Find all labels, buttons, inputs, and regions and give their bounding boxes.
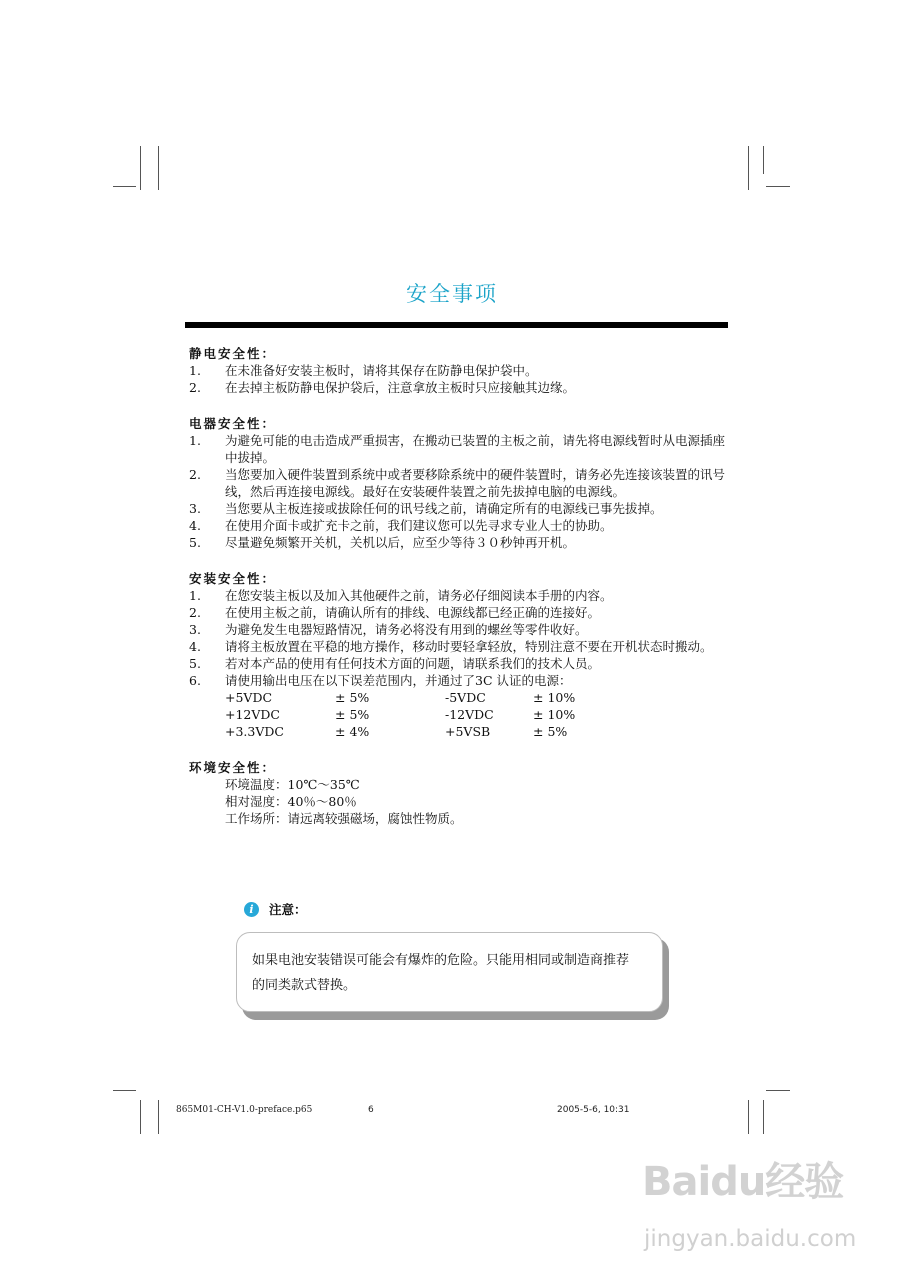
list-item — [189, 621, 734, 638]
info-icon: i — [244, 902, 259, 917]
item-number: 2. — [189, 380, 201, 395]
item-text: 当您要加入硬件装置到系统中或者要移除系统中的硬件装置时，请务必先连接该装置的讯号线，然后再连接电源线。最好在安装硬件装置之前先拔掉电脑的电源线。 — [225, 467, 726, 499]
section-environment — [189, 759, 734, 827]
item-number: 2. — [189, 605, 201, 620]
crop-mark — [140, 146, 141, 190]
env-line: 工作场所：请远离较强磁场，腐蚀性物质。 — [225, 811, 463, 826]
item-text: 请使用输出电压在以下误差范围内，并通过了3C 认证的电源： — [225, 673, 572, 688]
item-text: 请将主板放置在平稳的地方操作，移动时要轻拿轻放，特别注意不要在开机状态时搬动。 — [225, 639, 713, 654]
env-line: 环境温度：10℃～35℃ — [225, 777, 360, 792]
baidu-watermark — [640, 1150, 870, 1270]
section-install — [189, 570, 734, 740]
section-heading: 电器安全性： — [189, 416, 277, 431]
section-heading: 安装安全性： — [189, 571, 277, 586]
section-electrical — [189, 415, 734, 551]
crop-mark — [748, 146, 749, 190]
crop-mark — [763, 1100, 764, 1134]
section-heading: 环境安全性： — [189, 760, 277, 775]
note-heading — [244, 900, 307, 918]
list-item — [189, 672, 734, 689]
item-text: 在使用介面卡或扩充卡之前，我们建议您可以先寻求专业人士的协助。 — [225, 518, 613, 533]
voltage-cell: +12VDC — [225, 707, 280, 722]
item-text: 在未准备好安装主板时，请将其保存在防静电保护袋中。 — [225, 363, 538, 378]
item-number: 5. — [189, 656, 201, 671]
item-number: 1. — [189, 363, 201, 378]
item-text: 在去掉主板防静电保护袋后，注意拿放主板时只应接触其边缘。 — [225, 380, 576, 395]
item-number: 5. — [189, 535, 201, 550]
item-text: 在您安装主板以及加入其他硬件之前，请务必仔细阅读本手册的内容。 — [225, 588, 613, 603]
list-item — [189, 517, 734, 534]
item-number: 1. — [189, 433, 201, 448]
voltage-cell: +5VDC — [225, 690, 273, 705]
item-number: 4. — [189, 518, 201, 533]
page-title: 安全事项 — [406, 282, 498, 306]
crop-mark — [763, 146, 764, 174]
note-box — [236, 932, 663, 1012]
voltage-cell: +5VSB — [445, 724, 491, 739]
item-number: 1. — [189, 588, 201, 603]
crop-mark — [158, 1100, 159, 1134]
item-text: 当您要从主板连接或拔除任何的讯号线之前，请确定所有的电源线已事先拔掉。 — [225, 501, 663, 516]
item-text: 为避免发生电器短路情况，请务必将没有用到的螺丝等零件收好。 — [225, 622, 588, 637]
item-text: 若对本产品的使用有任何技术方面的问题，请联系我们的技术人员。 — [225, 656, 601, 671]
voltage-cell: ± 5% — [335, 707, 370, 722]
voltage-cell: ± 10% — [533, 707, 576, 722]
voltage-cell: ± 10% — [533, 690, 576, 705]
list-item — [189, 638, 734, 655]
section-heading: 静电安全性： — [189, 346, 277, 361]
item-number: 4. — [189, 639, 201, 654]
voltage-cell: -5VDC — [445, 690, 486, 705]
watermark-logo: Baidu经验 — [642, 1159, 844, 1205]
env-line: 相对湿度：40％～80％ — [225, 794, 357, 809]
title-rule — [185, 322, 728, 328]
list-item — [189, 500, 734, 517]
note-text-line: 如果电池安装错误可能会有爆炸的危险。只能用相同或制造商推荐 — [252, 953, 630, 968]
crop-mark — [158, 146, 159, 190]
item-number: 6. — [189, 673, 201, 688]
list-item — [189, 379, 734, 396]
voltage-cell: +3.3VDC — [225, 724, 284, 739]
crop-mark — [766, 1090, 790, 1091]
voltage-cell: ± 5% — [335, 690, 370, 705]
item-number: 3. — [189, 501, 201, 516]
list-item — [189, 362, 734, 379]
item-number: 3. — [189, 622, 201, 637]
section-static — [189, 345, 734, 396]
crop-mark — [766, 186, 790, 187]
voltage-cell: ± 4% — [335, 724, 370, 739]
footer-datetime: 2005-5-6, 10:31 — [557, 1105, 630, 1115]
list-item — [189, 587, 734, 604]
item-number: 2. — [189, 467, 201, 482]
crop-mark — [113, 1090, 136, 1091]
crop-mark — [140, 1100, 141, 1134]
list-item — [189, 604, 734, 621]
crop-mark — [113, 186, 136, 187]
list-item — [189, 534, 734, 551]
safety-content — [189, 345, 734, 846]
list-item — [189, 466, 734, 500]
item-text: 在使用主板之前，请确认所有的排线、电源线都已经正确的连接好。 — [225, 605, 601, 620]
voltage-table — [189, 689, 734, 740]
footer-filename: 865M01-CH-V1.0-preface.p65 — [176, 1105, 313, 1115]
note-text-line: 的同类款式替换。 — [252, 978, 357, 993]
list-item — [189, 432, 734, 466]
voltage-cell: ± 5% — [533, 724, 568, 739]
voltage-cell: -12VDC — [445, 707, 494, 722]
list-item — [189, 655, 734, 672]
item-text: 尽量避免频繁开关机，关机以后，应至少等待３０秒钟再开机。 — [225, 535, 576, 550]
item-text: 为避免可能的电击造成严重损害，在搬动已装置的主板之前，请先将电源线暂时从电源插座中拔掉。 — [225, 433, 726, 465]
crop-mark — [748, 1100, 749, 1134]
watermark-url: jingyan.baidu.com — [644, 1226, 857, 1252]
footer-page-number: 6 — [368, 1105, 374, 1115]
note-label: 注意： — [269, 902, 307, 917]
